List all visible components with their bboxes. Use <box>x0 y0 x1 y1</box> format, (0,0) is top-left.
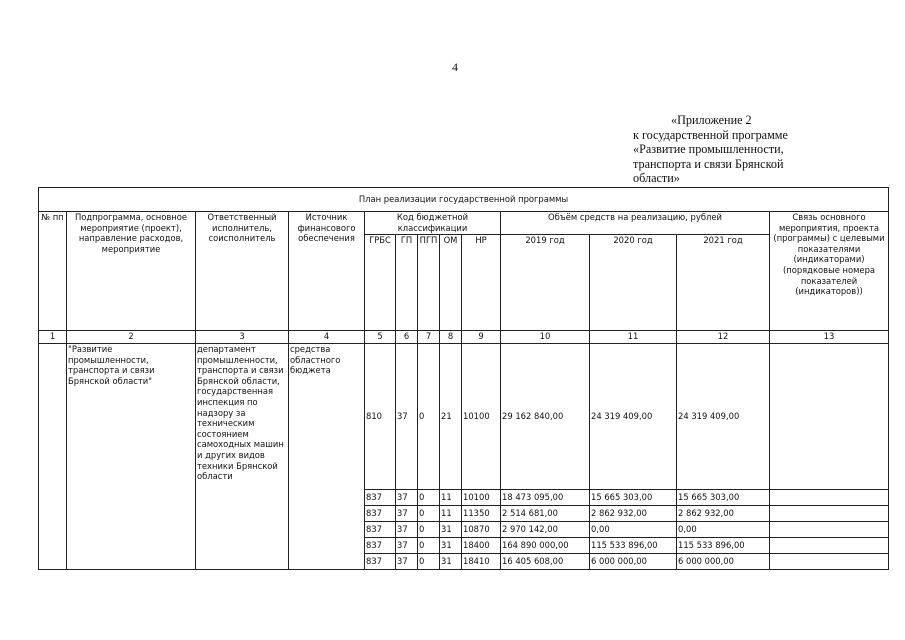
column-number-row <box>39 331 889 344</box>
amount-2021-cell: 24 319 409,00 <box>677 344 770 490</box>
page-number: 4 <box>452 60 458 74</box>
link-cell <box>770 344 889 490</box>
grbs-cell: 810 <box>365 344 396 490</box>
amount-2019-cell: 16 405 608,00 <box>501 554 590 570</box>
column-number: 6 <box>396 331 418 344</box>
amount-2021-cell: 115 533 896,00 <box>677 538 770 554</box>
appendix-line-4: транспорта и связи Брянской <box>633 156 784 171</box>
header-volume: Объём средств на реализацию, рублей <box>501 212 770 235</box>
column-number: 8 <box>440 331 462 344</box>
table-title: План реализации государственной программы <box>39 188 889 212</box>
column-number: 13 <box>770 331 889 344</box>
amount-2021-cell: 0,00 <box>677 522 770 538</box>
amount-2021-cell: 2 862 932,00 <box>677 506 770 522</box>
nr-cell: 18400 <box>462 538 501 554</box>
appendix-line-5: области» <box>633 171 680 185</box>
link-cell <box>770 538 889 554</box>
om-cell: 31 <box>440 522 462 538</box>
link-cell <box>770 554 889 570</box>
gp-cell: 37 <box>396 506 418 522</box>
gp-cell: 37 <box>396 344 418 490</box>
column-number: 10 <box>501 331 590 344</box>
om-cell: 11 <box>440 490 462 506</box>
om-cell: 11 <box>440 506 462 522</box>
row-number-cell <box>39 344 67 570</box>
column-number: 5 <box>365 331 396 344</box>
amount-2020-cell: 6 000 000,00 <box>590 554 677 570</box>
gp-cell: 37 <box>396 522 418 538</box>
link-cell <box>770 490 889 506</box>
appendix-line-1: «Приложение 2 <box>671 113 752 127</box>
header-program: Подпрограмма, основное мероприятие (проект), направление расходов, мероприятие <box>67 212 196 331</box>
header-num: № пп <box>39 212 67 331</box>
om-cell: 21 <box>440 344 462 490</box>
amount-2019-cell: 18 473 095,00 <box>501 490 590 506</box>
program-name-cell: "Развитие промышленности, транспорта и связи Брянской области" <box>67 344 196 570</box>
pgp-cell: 0 <box>418 506 440 522</box>
header-budget-code: Код бюджетной классификации <box>365 212 501 235</box>
appendix-note <box>633 113 833 186</box>
pgp-cell: 0 <box>418 538 440 554</box>
column-number: 11 <box>590 331 677 344</box>
appendix-line-2: к государственной программе <box>633 127 788 142</box>
nr-cell: 10100 <box>462 344 501 490</box>
column-number: 7 <box>418 331 440 344</box>
amount-2020-cell: 2 862 932,00 <box>590 506 677 522</box>
header-om: ОМ <box>440 235 462 331</box>
grbs-cell: 837 <box>365 538 396 554</box>
amount-2021-cell: 15 665 303,00 <box>677 490 770 506</box>
nr-cell: 11350 <box>462 506 501 522</box>
amount-2019-cell: 2 514 681,00 <box>501 506 590 522</box>
header-year-2019: 2019 год <box>501 235 590 331</box>
amount-2020-cell: 15 665 303,00 <box>590 490 677 506</box>
column-number: 1 <box>39 331 67 344</box>
nr-cell: 18410 <box>462 554 501 570</box>
gp-cell: 37 <box>396 554 418 570</box>
header-grbs: ГРБС <box>365 235 396 331</box>
gp-cell: 37 <box>396 490 418 506</box>
om-cell: 31 <box>440 554 462 570</box>
pgp-cell: 0 <box>418 490 440 506</box>
amount-2020-cell: 115 533 896,00 <box>590 538 677 554</box>
appendix-line-3: «Развитие промышленности, <box>633 142 784 156</box>
grbs-cell: 837 <box>365 506 396 522</box>
nr-cell: 10870 <box>462 522 501 538</box>
amount-2019-cell: 2 970 142,00 <box>501 522 590 538</box>
header-pgp: ПГП <box>418 235 440 331</box>
link-cell <box>770 506 889 522</box>
header-link: Связь основного мероприятия, проекта (программы) с целевыми показателями (индикаторами) (порядковые номера показателей (индикаторов)) <box>770 212 889 331</box>
header-gp: ГП <box>396 235 418 331</box>
pgp-cell: 0 <box>418 554 440 570</box>
plan-table <box>38 187 889 570</box>
amount-2020-cell: 24 319 409,00 <box>590 344 677 490</box>
grbs-cell: 837 <box>365 490 396 506</box>
om-cell: 31 <box>440 538 462 554</box>
column-number: 2 <box>67 331 196 344</box>
amount-2020-cell: 0,00 <box>590 522 677 538</box>
header-year-2021: 2021 год <box>677 235 770 331</box>
header-nr: НР <box>462 235 501 331</box>
grbs-cell: 837 <box>365 522 396 538</box>
column-number: 3 <box>196 331 289 344</box>
gp-cell: 37 <box>396 538 418 554</box>
grbs-cell: 837 <box>365 554 396 570</box>
header-year-2020: 2020 год <box>590 235 677 331</box>
amount-2019-cell: 164 890 000,00 <box>501 538 590 554</box>
pgp-cell: 0 <box>418 344 440 490</box>
column-number: 12 <box>677 331 770 344</box>
header-source: Источник финансового обеспечения <box>289 212 365 331</box>
table-row <box>39 344 889 490</box>
column-number: 9 <box>462 331 501 344</box>
source-cell: средства областного бюджета <box>289 344 365 570</box>
amount-2019-cell: 29 162 840,00 <box>501 344 590 490</box>
link-cell <box>770 522 889 538</box>
amount-2021-cell: 6 000 000,00 <box>677 554 770 570</box>
column-number: 4 <box>289 331 365 344</box>
nr-cell: 10100 <box>462 490 501 506</box>
pgp-cell: 0 <box>418 522 440 538</box>
executor-cell: департамент промышленности, транспорта и связи Брянской области, государственная инспекция по надзору за техническим состоянием самоходных машин и других видов техники Брянской области <box>196 344 289 570</box>
header-executor: Ответственный исполнитель, соисполнитель <box>196 212 289 331</box>
